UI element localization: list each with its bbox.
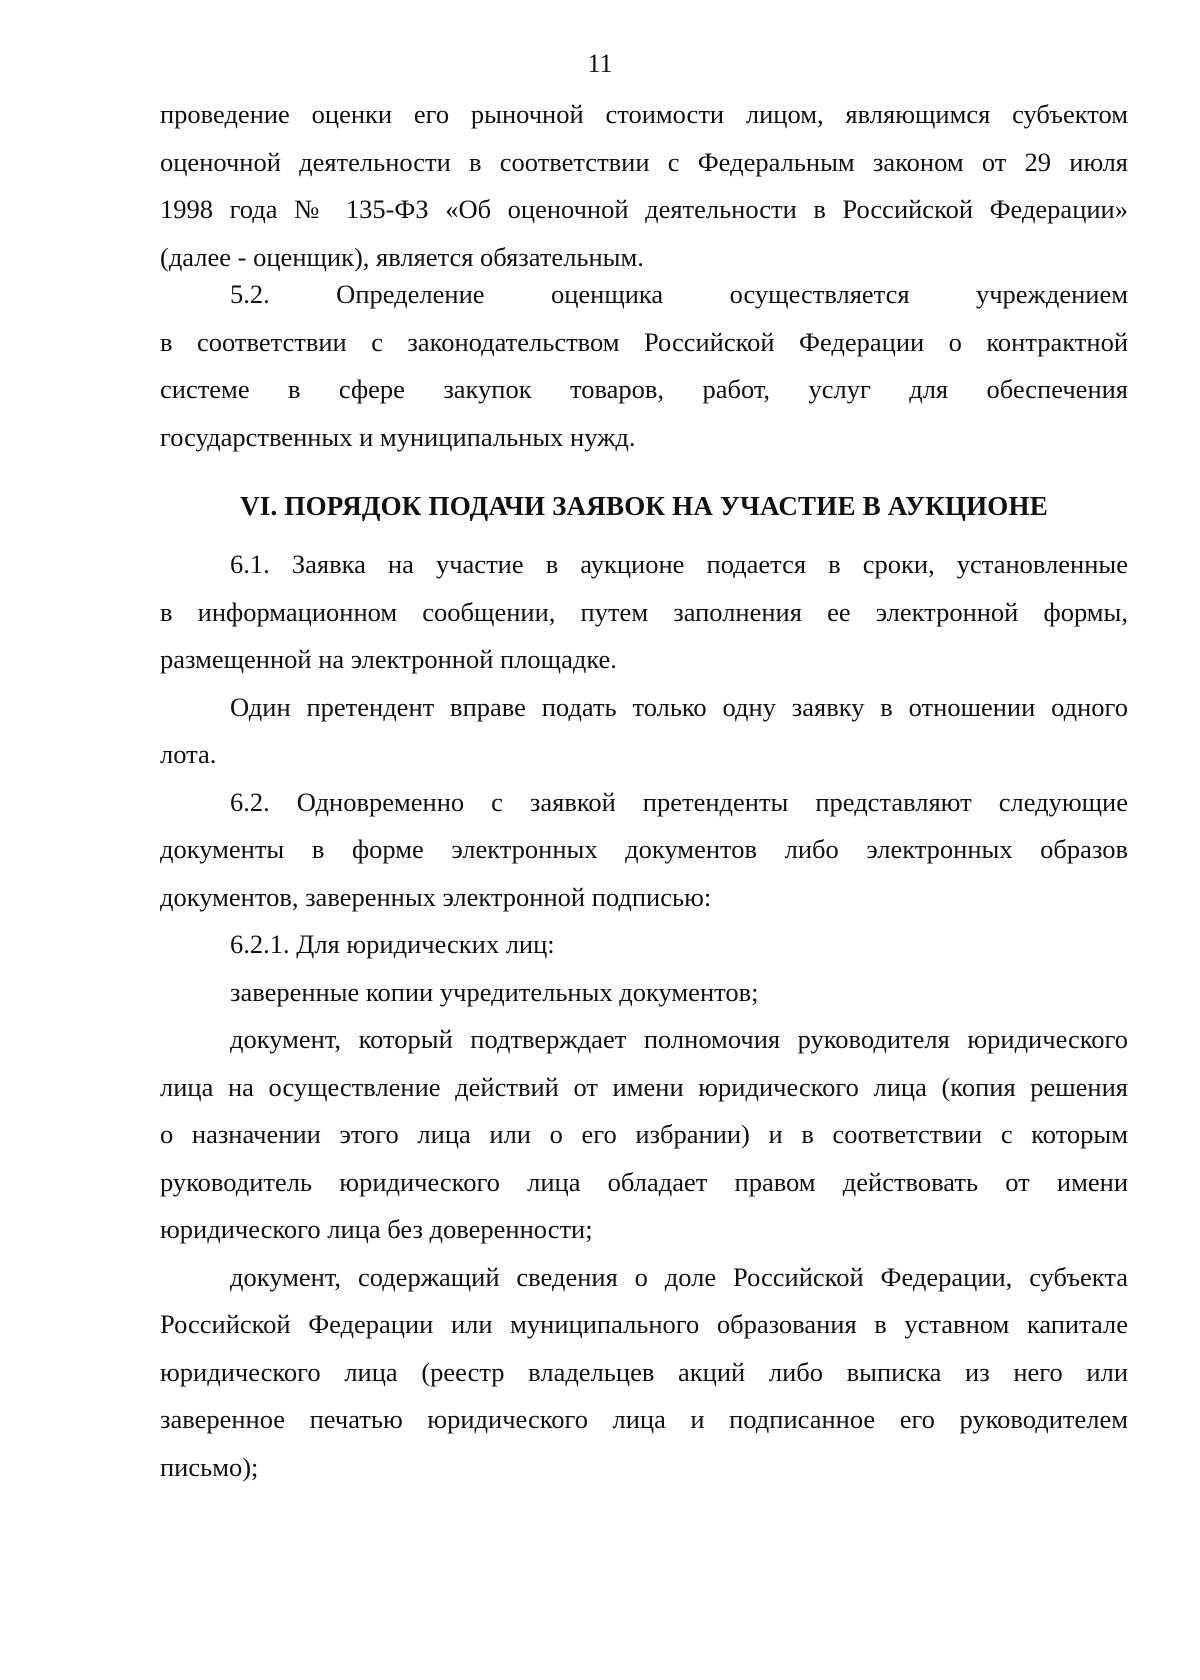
section-heading: VI. ПОРЯДОК ПОДАЧИ ЗАЯВОК НА УЧАСТИЕ В АУКЦИОНЕ [240,491,1048,521]
text-line: 6.2. Одновременно с заявкой претенденты представляют следующие [230,786,1128,817]
paragraph-5-2 [160,271,1128,461]
text-line: 6.1. Заявка на участие в аукционе подается в сроки, установленные [230,549,1128,579]
text-line: Российской Федерации или муниципального образования в уставном капитале [160,1309,1128,1339]
text-line: лота. [160,739,217,769]
text-line: документы в форме электронных документов либо электронных образов [160,834,1128,864]
page-number: 11 [587,49,613,78]
text-line: руководитель юридического лица обладает правом действовать от имени [160,1166,1128,1197]
text-line: проведение оценки его рыночной стоимости лицом, являющимся субъектом [160,99,1128,129]
text-line: размещенной на электронной площадке. [160,644,617,674]
section-6-body [160,541,1128,1491]
text-line: оценочной деятельности в соответствии с Федеральным законом от 29 июля [160,146,1128,177]
text-line: письмо); [160,1451,259,1482]
text-line: системе в сфере закупок товаров, работ, услуг для обеспечения [160,374,1128,404]
text-line: заверенное печатью юридического лица и подписанное его руководителем [160,1404,1128,1434]
text-line: о назначении этого лица или о его избрании) и в соответствии с которым [160,1119,1128,1149]
text-line: документ, содержащий сведения о доле Российской Федерации, субъекта [230,1261,1128,1292]
text-line: юридического лица (реестр владельцев акций либо выписка из него или [160,1356,1128,1387]
text-line: документ, который подтверждает полномочия руководителя юридического [230,1024,1128,1054]
text-line: лица на осуществление действий от имени юридического лица (копия решения [160,1071,1128,1102]
text-line: государственных и муниципальных нужд. [160,421,636,452]
text-line: 6.2.1. Для юридических лиц: [230,929,555,959]
text-line: (далее - оценщик), является обязательным. [160,241,644,272]
paragraph-appraisal-obligation [160,91,1128,281]
text-line: в информационном сообщении, путем заполнения ее электронной формы, [160,596,1128,627]
text-line: юридического лица без доверенности; [160,1214,593,1244]
text-line: заверенные копии учредительных документов; [230,976,759,1007]
text-line: в соответствии с законодательством Российской Федерации о контрактной [160,326,1128,357]
text-line: 1998 года № 135-ФЗ «Об оценочной деятельности в Российской Федерации» [160,194,1128,224]
text-line: документов, заверенных электронной подписью: [160,881,712,912]
text-line: Один претендент вправе подать только одну заявку в отношении одного [230,691,1128,722]
text-line: 5.2. Определение оценщика осуществляется учреждением [230,279,1128,309]
